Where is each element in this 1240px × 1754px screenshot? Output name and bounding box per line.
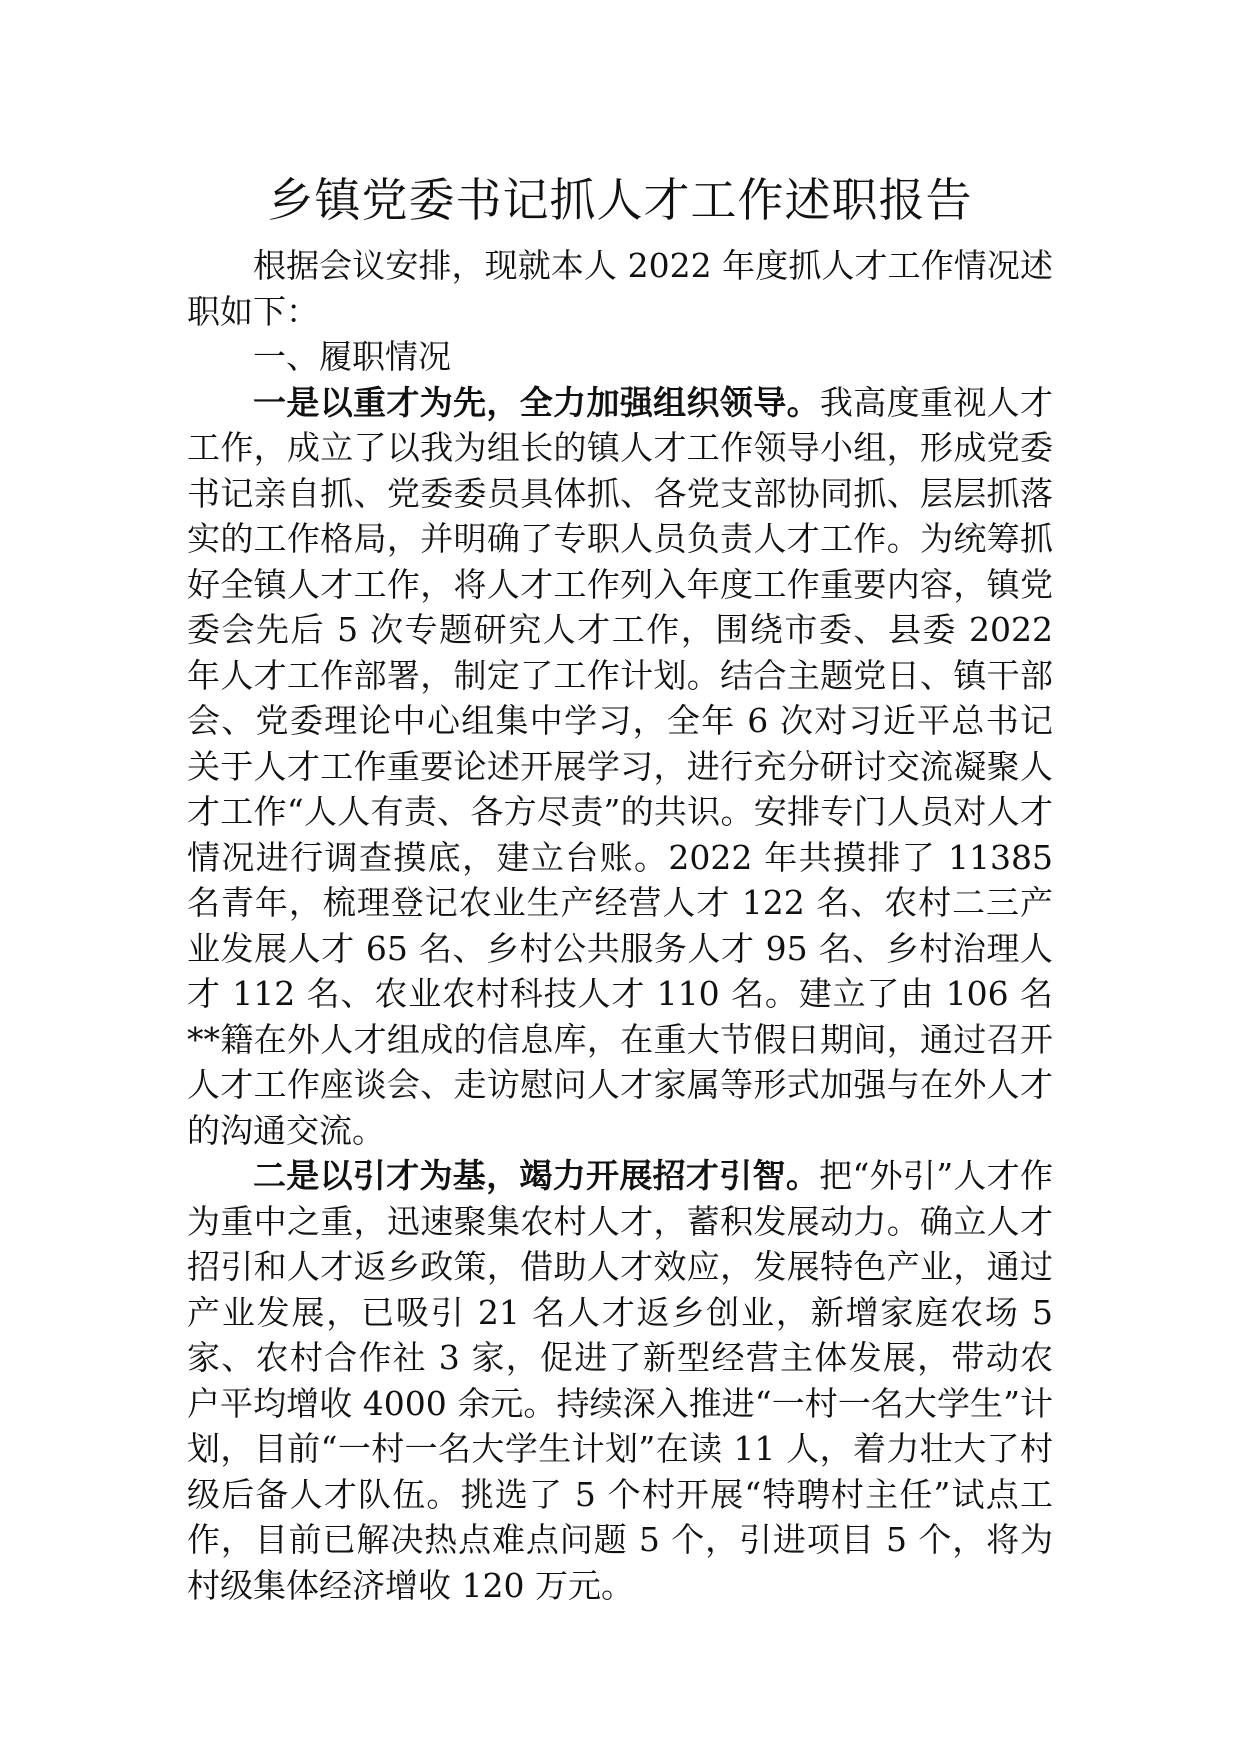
document-body <box>187 243 1053 1608</box>
intro-paragraph: 根据会议安排，现就本人 2022 年度抓人才工作情况述职如下： <box>187 246 1053 331</box>
section-heading: 一、履职情况 <box>253 337 451 376</box>
paragraph-1 <box>187 380 1053 1154</box>
paragraph-2-text: 把“外引”人才作为重中之重，迅速聚集农村人才，蓄积发展动力。确立人才招引和人才返乡政策，借助人才效应，发展特色产业，通过产业发展，已吸引 21 名人才返乡创业，新增家庭农场 5 家、农村合作社 3 家，促进了新型经营主体发展，带动农户平均增收 4000 余元。持续深入推进“一村一名大学生”计划，目前“一村一名大学生计划”在读 11 人，着力壮大了村级后备人才队伍。挑选了 5 个村开展“特聘村主任”试点工作，目前已解决热点难点问题 5 个，引进项目 5 个，将为村级集体经济增收 120 万元。 <box>187 1156 1053 1605</box>
document-title: 乡镇党委书记抓人才工作述职报告 <box>267 173 973 227</box>
paragraph-2-lead: 二是以引才为基，竭力开展招才引智。 <box>253 1156 820 1195</box>
paragraph-1-text: 我高度重视人才工作，成立了以我为组长的镇人才工作领导小组，形成党委书记亲自抓、党委委员具体抓、各党支部协同抓、层层抓落实的工作格局，并明确了专职人员负责人才工作。为统筹抓好全镇人才工作，将人才工作列入年度工作重要内容，镇党委会先后 5 次专题研究人才工作，围绕市委、县委 2022 年人才工作部署，制定了工作计划。结合主题党日、镇干部会、党委理论中心组集中学习，全年 6 次对习近平总书记关于人才工作重要论述开展学习，进行充分研讨交流凝聚人才工作“人人有责、各方尽责”的共识。安排专门人员对人才情况进行调查摸底，建立台账。2022 年共摸排了 11385 名青年，梳理登记农业生产经营人才 122 名、农村二三产业发展人才 65 名、乡村公共服务人才 95 名、乡村治理人才 112 名、农业农村科技人才 110 名。建立了由 106 名**籍在外人才组成的信息库，在重大节假日期间，通过召开人才工作座谈会、走访慰问人才家属等形式加强与在外人才的沟通交流。 <box>187 382 1054 1150</box>
paragraph-1-lead: 一是以重才为先，全力加强组织领导。 <box>253 382 820 422</box>
paragraph-2 <box>187 1153 1053 1608</box>
